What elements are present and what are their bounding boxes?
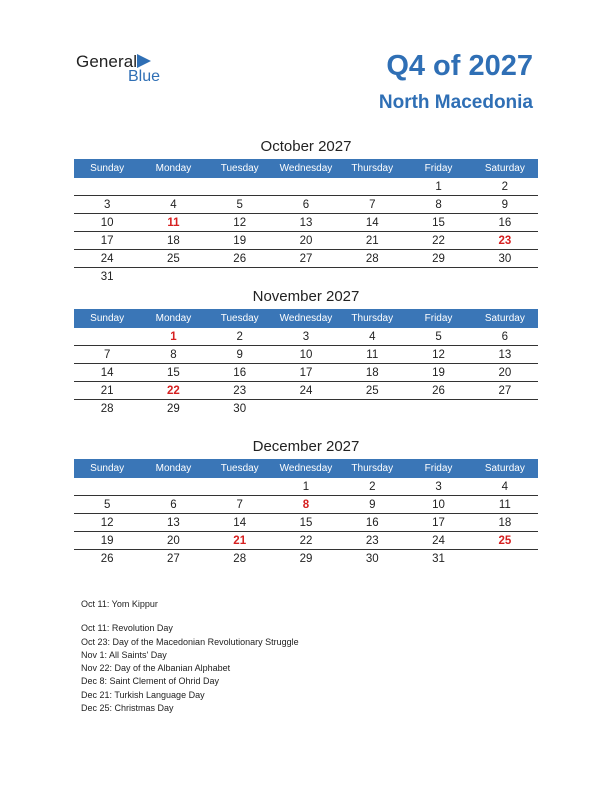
week-row <box>74 550 538 568</box>
day-cell: 9 <box>207 346 273 364</box>
day-cell: 9 <box>339 496 405 514</box>
holiday-day-cell: 22 <box>140 382 206 400</box>
day-cell: 24 <box>405 532 471 550</box>
week-row <box>74 250 538 268</box>
weekday-header: Wednesday <box>273 159 339 178</box>
day-cell: 6 <box>472 328 538 346</box>
day-cell: 12 <box>74 514 140 532</box>
day-cell: 5 <box>405 328 471 346</box>
day-cell: 16 <box>339 514 405 532</box>
holiday-note: Oct 11: Yom Kippur <box>81 599 158 609</box>
weekday-header: Thursday <box>339 459 405 478</box>
day-cell: 5 <box>74 496 140 514</box>
week-row <box>74 382 538 400</box>
day-cell: 2 <box>472 178 538 196</box>
day-cell: 12 <box>207 214 273 232</box>
day-cell: 19 <box>405 364 471 382</box>
day-cell: 28 <box>233 552 247 565</box>
day-cell <box>339 178 405 196</box>
day-cell: 24 <box>273 382 339 400</box>
weekday-header: Wednesday <box>273 459 339 478</box>
day-cell <box>140 268 206 286</box>
day-cell: 20 <box>140 532 206 550</box>
weekday-header: Monday <box>140 459 206 478</box>
day-cell: 16 <box>207 364 273 382</box>
day-cell: 2 <box>207 328 273 346</box>
day-cell: 14 <box>74 364 140 382</box>
day-cell <box>339 268 405 286</box>
day-cell: 4 <box>472 478 538 496</box>
month-title: December 2027 <box>252 438 360 455</box>
weekday-header: Tuesday <box>207 159 273 178</box>
month-title: October 2027 <box>260 138 352 155</box>
day-cell: 2 <box>339 478 405 496</box>
day-cell <box>472 400 538 418</box>
day-cell: 23 <box>339 532 405 550</box>
holiday-note: Dec 8: Saint Clement of Ohrid Day <box>81 676 220 687</box>
day-cell: 19 <box>74 532 140 550</box>
notes-group-2 <box>81 622 299 715</box>
day-cell: 17 <box>273 364 339 382</box>
calendar-table <box>74 459 538 567</box>
day-cell: 27 <box>472 382 538 400</box>
day-cell: 25 <box>140 250 206 268</box>
month-november <box>74 287 538 417</box>
day-cell <box>405 268 471 286</box>
weekday-header: Saturday <box>472 159 538 178</box>
weekday-header: Sunday <box>74 159 140 178</box>
weekday-header: Saturday <box>472 459 538 478</box>
day-cell: 20 <box>472 364 538 382</box>
day-cell: 29 <box>405 250 471 268</box>
day-cell <box>472 268 538 286</box>
day-cell: 21 <box>339 232 405 250</box>
holiday-note: Nov 22: Day of the Albanian Alphabet <box>81 663 231 674</box>
calendar-table <box>74 159 538 285</box>
day-cell: 1 <box>273 478 339 496</box>
day-cell <box>74 478 140 496</box>
weekday-header: Monday <box>140 309 206 328</box>
month-december <box>74 437 538 567</box>
day-cell: 15 <box>140 364 206 382</box>
calendar-table <box>74 309 538 417</box>
day-cell: 25 <box>339 382 405 400</box>
weekday-header: Monday <box>140 159 206 178</box>
holiday-note: Oct 23: Day of the Macedonian Revolutionary Struggle <box>81 636 299 647</box>
day-cell: 14 <box>207 514 273 532</box>
generalblue-logo <box>76 52 186 88</box>
notes-gap <box>81 611 299 622</box>
week-row <box>74 346 538 364</box>
week-row <box>74 268 538 286</box>
country-subtitle: North Macedonia <box>378 92 533 113</box>
week-row <box>74 532 538 550</box>
day-cell: 21 <box>74 382 140 400</box>
week-row <box>74 496 538 514</box>
day-cell: 15 <box>273 514 339 532</box>
week-row <box>74 178 538 196</box>
weekday-header: Friday <box>405 159 471 178</box>
holiday-note: Dec 21: Turkish Language Day <box>81 689 205 700</box>
day-cell: 16 <box>472 214 538 232</box>
day-cell: 8 <box>405 196 471 214</box>
day-cell: 31 <box>432 552 445 565</box>
holiday-day-cell: 25 <box>472 532 538 550</box>
day-cell: 15 <box>405 214 471 232</box>
day-cell <box>339 400 405 418</box>
day-cell: 18 <box>472 514 538 532</box>
holiday-day-cell: 11 <box>140 214 206 232</box>
day-cell: 14 <box>339 214 405 232</box>
day-cell: 10 <box>405 496 471 514</box>
day-cell: 5 <box>207 196 273 214</box>
month-october <box>74 137 538 285</box>
holiday-day-cell: 21 <box>207 532 273 550</box>
day-cell: 26 <box>100 552 114 565</box>
holiday-note: Dec 25: Christmas Day <box>81 703 174 714</box>
day-cell: 12 <box>405 346 471 364</box>
day-cell <box>273 268 339 286</box>
day-cell: 13 <box>140 514 206 532</box>
holiday-day-cell: 1 <box>140 328 206 346</box>
week-row <box>74 328 538 346</box>
holiday-day-cell: 23 <box>472 232 538 250</box>
day-cell: 26 <box>207 250 273 268</box>
day-cell: 10 <box>74 214 140 232</box>
month-title: November 2027 <box>252 288 360 305</box>
weekday-header-row <box>74 159 538 178</box>
day-cell <box>273 400 339 418</box>
weekday-header: Saturday <box>472 309 538 328</box>
day-cell: 18 <box>339 364 405 382</box>
day-cell: 23 <box>207 382 273 400</box>
day-cell: 8 <box>140 346 206 364</box>
week-row <box>74 478 538 496</box>
day-cell <box>74 328 140 346</box>
day-cell <box>140 178 206 196</box>
day-cell <box>207 178 273 196</box>
day-cell: 27 <box>167 552 180 565</box>
week-row <box>74 232 538 250</box>
day-cell <box>405 400 471 418</box>
day-cell: 13 <box>273 214 339 232</box>
day-cell: 27 <box>273 250 339 268</box>
week-row <box>74 196 538 214</box>
day-cell: 30 <box>472 250 538 268</box>
weekday-header: Thursday <box>339 309 405 328</box>
day-cell: 22 <box>273 532 339 550</box>
day-cell: 26 <box>405 382 471 400</box>
day-cell <box>74 178 140 196</box>
day-cell: 7 <box>339 196 405 214</box>
logo-word-general: General <box>76 52 138 71</box>
week-row <box>74 364 538 382</box>
weekday-header: Thursday <box>339 159 405 178</box>
weekday-header: Tuesday <box>207 459 273 478</box>
day-cell: 6 <box>273 196 339 214</box>
day-cell: 19 <box>207 232 273 250</box>
weekday-header: Sunday <box>74 309 140 328</box>
week-row <box>74 514 538 532</box>
day-cell: 7 <box>207 496 273 514</box>
day-cell: 13 <box>472 346 538 364</box>
day-cell: 30 <box>365 552 379 565</box>
day-cell: 22 <box>405 232 471 250</box>
holiday-notes <box>81 598 299 715</box>
day-cell: 3 <box>74 196 140 214</box>
day-cell: 4 <box>140 196 206 214</box>
day-cell: 1 <box>405 178 471 196</box>
day-cell <box>207 478 273 496</box>
day-cell: 18 <box>140 232 206 250</box>
weekday-header-row <box>74 459 538 478</box>
holiday-day-cell: 8 <box>273 496 339 514</box>
day-cell: 17 <box>405 514 471 532</box>
logo-triangle-icon <box>137 54 151 68</box>
day-cell: 31 <box>100 270 114 283</box>
day-cell: 3 <box>405 478 471 496</box>
day-cell: 20 <box>273 232 339 250</box>
day-cell: 30 <box>233 402 247 415</box>
holiday-note: Nov 1: All Saints' Day <box>81 649 167 660</box>
day-cell <box>472 550 538 568</box>
week-row <box>74 214 538 232</box>
notes-group-1 <box>81 598 299 611</box>
day-cell <box>273 178 339 196</box>
day-cell <box>207 268 273 286</box>
weekday-header-row <box>74 309 538 328</box>
day-cell: 24 <box>74 250 140 268</box>
day-cell: 6 <box>140 496 206 514</box>
day-cell: 10 <box>273 346 339 364</box>
holiday-note: Oct 11: Revolution Day <box>81 623 173 634</box>
weekday-header: Friday <box>405 459 471 478</box>
day-cell: 29 <box>299 552 313 565</box>
day-cell: 9 <box>472 196 538 214</box>
day-cell: 28 <box>339 250 405 268</box>
day-cell: 11 <box>339 346 405 364</box>
weekday-header: Friday <box>405 309 471 328</box>
weekday-header: Sunday <box>74 459 140 478</box>
week-row <box>74 400 538 418</box>
day-cell: 4 <box>339 328 405 346</box>
logo-word-blue: Blue <box>128 68 161 85</box>
day-cell: 17 <box>74 232 140 250</box>
weekday-header: Wednesday <box>273 309 339 328</box>
day-cell: 7 <box>74 346 140 364</box>
weekday-header: Tuesday <box>207 309 273 328</box>
page-title: Q4 of 2027 <box>386 50 533 82</box>
day-cell: 28 <box>100 402 114 415</box>
day-cell: 29 <box>167 402 180 415</box>
day-cell: 11 <box>472 496 538 514</box>
day-cell <box>140 478 206 496</box>
day-cell: 3 <box>273 328 339 346</box>
